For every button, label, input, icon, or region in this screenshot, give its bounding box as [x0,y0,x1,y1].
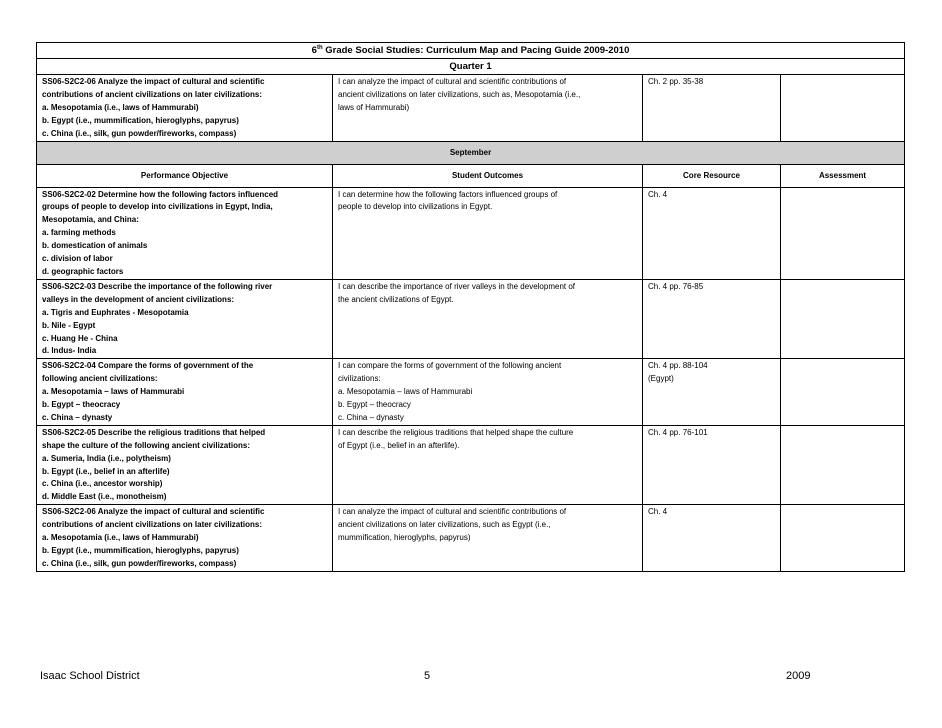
cell-line: b. Egypt (i.e., mummification, hieroglyphs, papyrus) [42,546,239,555]
cell-line: people to develop into civilizations in Egypt. [338,202,493,212]
curriculum-map-sheet [36,42,904,572]
cell-line: a. Mesopotamia – laws of Hammurabi [338,387,473,397]
table-row [37,425,905,504]
cell-line: Ch. 4 [648,189,668,199]
outcome-cell [333,279,643,358]
cell-line: Ch. 4 [648,507,668,517]
cell-line: groups of people to develop into civilizations in Egypt, India, [42,202,273,212]
column-header-objective: Performance Objective [37,164,333,187]
outcome-cell [333,75,643,142]
cell-line: the ancient civilizations of Egypt. [338,294,454,304]
objective-cell [37,425,333,504]
cell-line: a. Tigris and Euphrates - Mesopotamia [42,307,189,317]
resource-cell [643,359,781,426]
column-header-resource: Core Resource [643,164,781,187]
cell-line: contributions of ancient civilizations on later civilizations: [42,89,263,99]
cell-line: d. Middle East (i.e., monotheism) [42,492,167,502]
cell-line: I can analyze the impact of cultural and scientific contributions of [338,77,567,86]
column-header-outcome: Student Outcomes [333,164,643,187]
cell-line: a. Mesopotamia – laws of Hammurabi [42,387,185,397]
page-title: 6th Grade Social Studies: Curriculum Map and Pacing Guide 2009-2010 [37,43,905,59]
cell-line: c. division of labor [42,254,113,264]
quarter-label: Quarter 1 [37,59,905,75]
cell-line: following ancient civilizations: [42,374,158,384]
cell-line: c. China (i.e., silk, gun powder/fireworks, compass) [42,558,237,568]
month-label: September [37,141,905,164]
cell-line: I can determine how the following factors influenced groups of [338,189,558,199]
cell-line: (Egypt) [648,374,674,384]
table-row [37,279,905,358]
cell-line: SS06-S2C2-05 Describe the religious traditions that helped [42,427,266,437]
cell-line: civilizations: [338,374,381,384]
cell-line: ancient civilizations on later civilizations, such as Egypt (i.e., [338,520,551,530]
assessment-cell [781,359,905,426]
month-row [37,141,905,164]
resource-cell [643,279,781,358]
cell-line: Ch. 2 pp. 35-38 [648,77,704,86]
objective-cell [37,187,333,279]
cell-line: c. China (i.e., silk, gun powder/fireworks, compass) [42,128,237,138]
table-row [37,359,905,426]
resource-cell [643,75,781,142]
cell-line: SS06-S2C2-06 Analyze the impact of cultural and scientific [42,507,265,517]
outcome-cell [333,187,643,279]
cell-line: Ch. 4 pp. 88-104 [648,361,708,371]
cell-line: a. farming methods [42,228,116,238]
title-row [37,43,905,59]
cell-line: laws of Hammurabi) [338,102,410,112]
cell-line: Ch. 4 pp. 76-101 [648,427,708,437]
resource-cell [643,187,781,279]
cell-line: I can describe the importance of river valleys in the development of [338,281,576,291]
footer-page-number: 5 [424,670,431,682]
footer-year: 2009 [786,670,811,682]
cell-line: valleys in the development of ancient civilizations: [42,294,235,304]
assessment-cell [781,505,905,572]
cell-line: I can compare the forms of government of the following ancient [338,361,562,371]
cell-line: SS06-S2C2-02 Determine how the following factors influenced [42,189,279,199]
cell-line: SS06-S2C2-03 Describe the importance of the following river [42,281,273,291]
cell-line: b. Egypt (i.e., mummification, hieroglyphs, papyrus) [42,115,239,125]
objective-cell [37,75,333,142]
objective-cell [37,505,333,572]
quarter-row [37,59,905,75]
cell-line: c. China (i.e., ancestor worship) [42,479,163,489]
intro-row [37,75,905,142]
cell-line: d. geographic factors [42,266,124,276]
cell-line: Ch. 4 pp. 76-85 [648,281,704,291]
cell-line: mummification, hieroglyphs, papyrus) [338,533,471,543]
outcome-cell [333,425,643,504]
column-header-row [37,164,905,187]
table-row [37,505,905,572]
objective-cell [37,279,333,358]
cell-line: contributions of ancient civilizations on later civilizations: [42,520,263,530]
assessment-cell [781,279,905,358]
cell-line: a. Mesopotamia (i.e., laws of Hammurabi) [42,102,199,112]
cell-line: SS06-S2C2-04 Compare the forms of government of the [42,361,254,371]
footer-district: Isaac School District [40,670,140,682]
table-row [37,187,905,279]
cell-line: I can describe the religious traditions that helped shape the culture [338,427,574,437]
outcome-cell [333,359,643,426]
outcome-cell [333,505,643,572]
cell-line: a. Mesopotamia (i.e., laws of Hammurabi) [42,533,199,543]
cell-line: c. Huang He - China [42,333,118,343]
assessment-cell [781,75,905,142]
cell-line: of Egypt (i.e., belief in an afterlife). [338,440,460,450]
cell-line: c. China – dynasty [42,412,113,422]
cell-line: d. Indus- India [42,346,97,356]
cell-line: a. Sumeria, India (i.e., polytheism) [42,453,171,463]
cell-line: I can analyze the impact of cultural and scientific contributions of [338,507,567,517]
resource-cell [643,425,781,504]
cell-line: b. Nile - Egypt [42,320,96,330]
cell-line: shape the culture of the following ancient civilizations: [42,440,251,450]
column-header-assessment: Assessment [781,164,905,187]
resource-cell [643,505,781,572]
cell-line: ancient civilizations on later civilizations, such as, Mesopotamia (i.e., [338,89,581,99]
cell-line: c. China – dynasty [338,412,404,422]
cell-line: Mesopotamia, and China: [42,215,139,225]
curriculum-table [36,42,905,572]
cell-line: b. Egypt (i.e., belief in an afterlife) [42,466,170,476]
cell-line: b. Egypt – theocracy [338,400,411,410]
cell-line: b. domestication of animals [42,241,148,251]
objective-cell [37,359,333,426]
assessment-cell [781,425,905,504]
cell-line: b. Egypt – theocracy [42,400,121,410]
cell-line: SS06-S2C2-06 Analyze the impact of cultural and scientific [42,77,265,86]
assessment-cell [781,187,905,279]
